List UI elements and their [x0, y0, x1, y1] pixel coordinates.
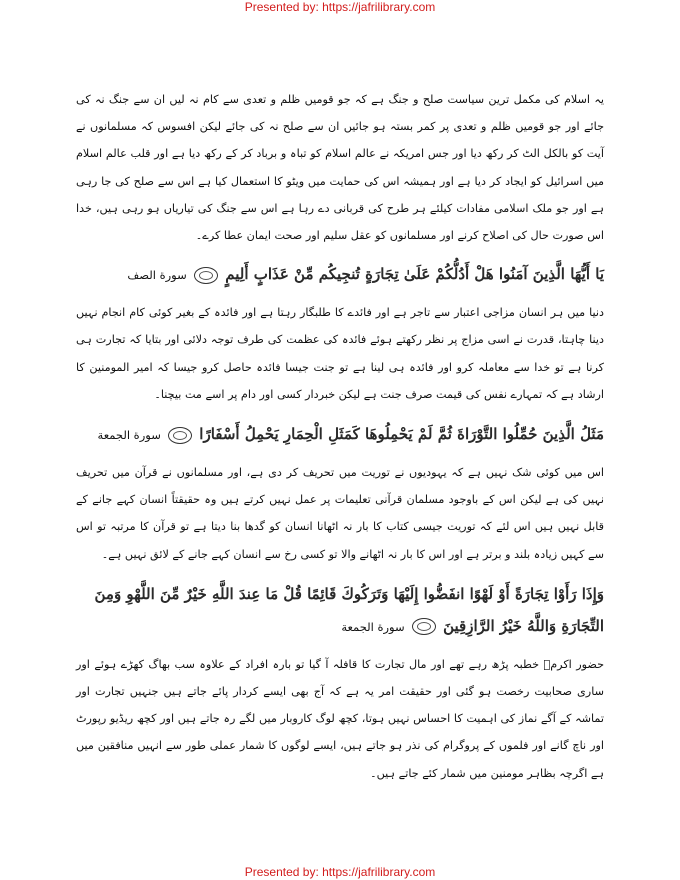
ayah-marker-icon: [412, 618, 436, 635]
presented-by-banner-top: Presented by: https://jafrilibrary.com: [244, 0, 436, 14]
verse-as-saff-ref: سورة الصف: [127, 268, 187, 283]
verse-al-jumuah-1-ref: سورة الجمعة: [97, 428, 161, 443]
verse-al-jumuah-2-ref: سورة الجمعة: [341, 619, 405, 634]
verse-al-jumuah-1: [76, 418, 604, 451]
verse-as-saff: [76, 258, 604, 291]
paragraph-peace-and-war: یہ اسلام کی مکمل ترین سیاست صلح و جنگ ہے کہ جو قومیں ظلم و تعدی سے کام نہ لیں ان سے جنگ نہ کی جائے اور جو قومیں ظلم و تعدی پر کمر بستہ ہو جائیں ان سے صلح نہ کی جائے لیکن افسوس کہ مسلمانوں نے آیت کو بالکل الٹ کر رکھ دیا اور جس امریکہ نے عالم اسلام کو تباہ و برباد کر کے رکھ دیا ہے اور قلب عالم اسلام میں اسرائیل کو ایجاد کر دیا ہے اور ہمیشہ اس کی حمایت میں ویٹو کا استعمال کیا ہے اس سے صلح کی جا رہی ہے اور جو ملک اسلامی مفادات کیلئے ہر طرح کی قربانی دے رہا ہے اس سے جنگ کی تیاریاں ہو رہی ہیں، خدا اس صورت حال کی اصلاح کرنے اور مسلمانوں کو عقل سلیم اور صحت ایمان عطا کرے۔: [76, 93, 604, 243]
verse-al-jumuah-2-text: وَإِذَا رَأَوْا تِجَارَةً أَوْ لَهْوًا انفَضُّوا إِلَيْهَا وَتَرَكُوكَ قَائِمًا قُلْ مَا عِندَ اللَّهِ خَيْرٌ مِّنَ اللَّهْوِ وَمِنَ التِّجَارَةِ وَاللَّهُ خَيْرُ الرَّازِقِينَ: [94, 584, 604, 635]
paragraph-sermon: حضور اکرمؐ خطبہ پڑھ رہے تھے اور مال تجارت کا قافلہ آ گیا تو بارہ افراد کے علاوہ سب بھاگ کھڑے ہوئے اور ساری صحابیت رخصت ہو گئی اور حقیقت امر یہ ہے کہ آج بھی ایسے کردار پائے جاتے ہیں جنہیں تجارت اور تماشہ کے آگے نماز کی اہمیت کا احساس نہیں ہوتا، کچھ لوگ کاروبار میں لگے رہ جاتے ہیں اور کچھ ریڈیو رپورٹ اور ناچ گانے اور فلموں کے پروگرام کی نذر ہو جاتے ہیں، ایسے لوگوں کا شمار عملی طور سے انہیں منافقین میں ہے اگرچہ بظاہر مومنین میں شمار کئے جاتے ہیں۔: [76, 657, 604, 780]
page-content: [76, 86, 604, 787]
ayah-marker-icon: [168, 427, 192, 444]
verse-as-saff-text: يَا أَيُّهَا الَّذِينَ آمَنُوا هَلْ أَدُلُّكُمْ عَلَىٰ تِجَارَةٍ تُنجِيكُم مِّنْ عَذَابٍ أَلِيمٍ: [225, 265, 604, 284]
verse-al-jumuah-1-text: مَثَلُ الَّذِينَ حُمِّلُوا التَّوْرَاةَ ثُمَّ لَمْ يَحْمِلُوهَا كَمَثَلِ الْحِمَارِ يَحْمِلُ أَسْفَارًا: [199, 425, 604, 444]
paragraph-trade: دنیا میں ہر انسان مزاجی اعتبار سے تاجر ہے اور فائدے کا طلبگار رہتا ہے اور فائدہ کے بغیر کوئی کام انجام نہیں دینا چاہتا، قدرت نے اسی مزاج پر نظر رکھتے ہوئے فائدہ کی عظمت کی طرف توجہ دلائی اور بتایا کہ تجارت ہی کرنا ہے تو خدا سے معاملہ کرو اور فائدہ ہی لینا ہے تو جنت جیسا فائدہ حاصل کرو جیسا کہ امیر المومنین کا ارشاد ہے کہ تمہارے نفس کی قیمت صرف جنت ہے لیکن خبردار کسی اور دام پر اسے مت بیچنا۔: [76, 306, 604, 401]
presented-by-banner-bottom: Presented by: https://jafrilibrary.com: [244, 865, 436, 879]
ayah-marker-icon: [194, 267, 218, 284]
paragraph-torah: اس میں کوئی شک نہیں ہے کہ یہودیوں نے توریت میں تحریف کر دی ہے، اور مسلمانوں نے قرآن میں تحریف نہیں کی ہے لیکن اس کے باوجود مسلمان قرآنی تعلیمات پر عمل نہیں کرتے ہیں وہ حقیقتاً انسان کہے جانے کے قابل نہیں ہیں اس لئے کہ توریت جیسی کتاب کا بار نہ اٹھانا انسان کو گدھا بنا دیتا ہے تو قرآن کا مرتبہ تو اس سے کہیں زیادہ بلند و برتر ہے اور اس کا بار نہ اٹھانے والا تو کسی رخ سے انسان کہے جانے کے لائق نہیں ہے۔: [76, 466, 604, 561]
verse-al-jumuah-2: [76, 578, 604, 643]
